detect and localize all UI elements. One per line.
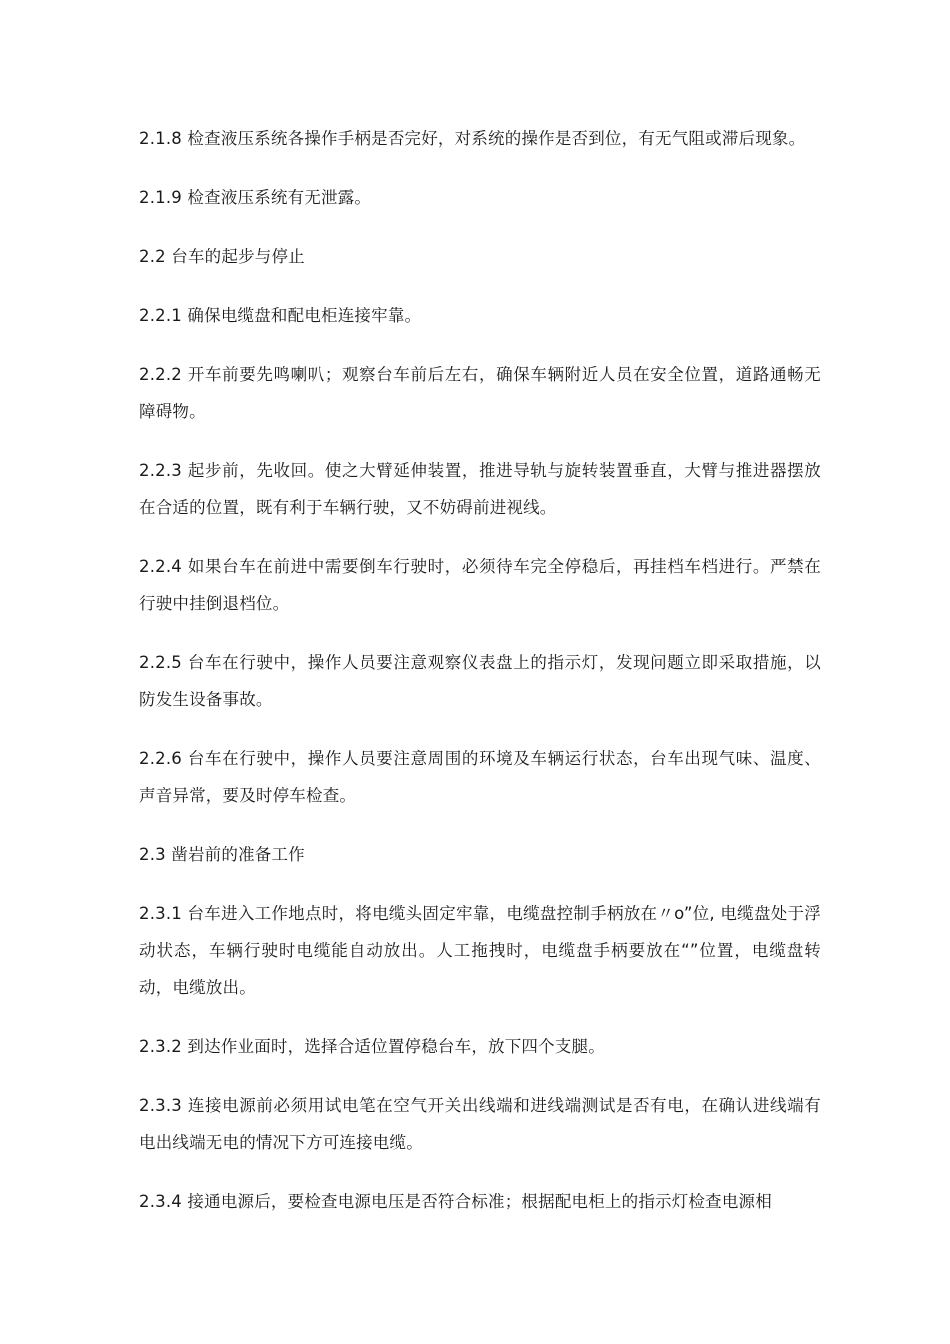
paragraph-2-1-8: 2.1.8 检查液压系统各操作手柄是否完好，对系统的操作是否到位，有无气阻或滞后现象。 xyxy=(139,129,806,148)
paragraph-2-3-2: 2.3.2 到达作业面时，选择合适位置停稳台车，放下四个支腿。 xyxy=(139,1037,605,1056)
section-heading-2-2: 2.2 台车的起步与停止 xyxy=(139,247,305,266)
paragraph-2-3-4: 2.3.4 接通电源后，要检查电源电压是否符合标准；根据配电柜上的指示灯检查电源相 xyxy=(139,1192,772,1211)
paragraph-2-2-3: 2.2.3 起步前，先收回。使之大臂延伸装置，推进导轨与旋转装置垂直，大臂与推进器摆放在合适的位置，既有利于车辆行驶，又不妨碍前进视线。 xyxy=(139,461,821,517)
paragraph-2-2-5: 2.2.5 台车在行驶中，操作人员要注意观察仪表盘上的指示灯，发现问题立即采取措施，以防发生设备事故。 xyxy=(139,653,821,709)
paragraph-2-2-1: 2.2.1 确保电缆盘和配电柜连接牢靠。 xyxy=(139,306,422,325)
paragraph-2-2-4: 2.2.4 如果台车在前进中需要倒车行驶时，必须待车完全停稳后，再挂档车档进行。严禁在行驶中挂倒退档位。 xyxy=(139,557,821,613)
paragraph-2-3-1: 2.3.1 台车进入工作地点时，将电缆头固定牢靠，电缆盘控制手柄放在〃o”位, 电缆盘处于浮动状态，车辆行驶时电缆能自动放出。人工拖拽时，电缆盘手柄要放在“”位置，电缆盘转动，电缆放出。 xyxy=(139,904,821,997)
document-body xyxy=(139,120,821,1242)
paragraph-2-2-6: 2.2.6 台车在行驶中，操作人员要注意周围的环境及车辆运行状态，台车出现气味、温度、声音异常，要及时停车检查。 xyxy=(139,749,821,805)
paragraph-2-2-2: 2.2.2 开车前要先鸣喇叭；观察台车前后左右，确保车辆附近人员在安全位置，道路通畅无障碍物。 xyxy=(139,365,821,421)
paragraph-2-1-9: 2.1.9 检查液压系统有无泄露。 xyxy=(139,188,372,207)
section-heading-2-3: 2.3 凿岩前的准备工作 xyxy=(139,845,305,864)
paragraph-2-3-3: 2.3.3 连接电源前必须用试电笔在空气开关出线端和进线端测试是否有电，在确认进线端有电出线端无电的情况下方可连接电缆。 xyxy=(139,1096,821,1152)
